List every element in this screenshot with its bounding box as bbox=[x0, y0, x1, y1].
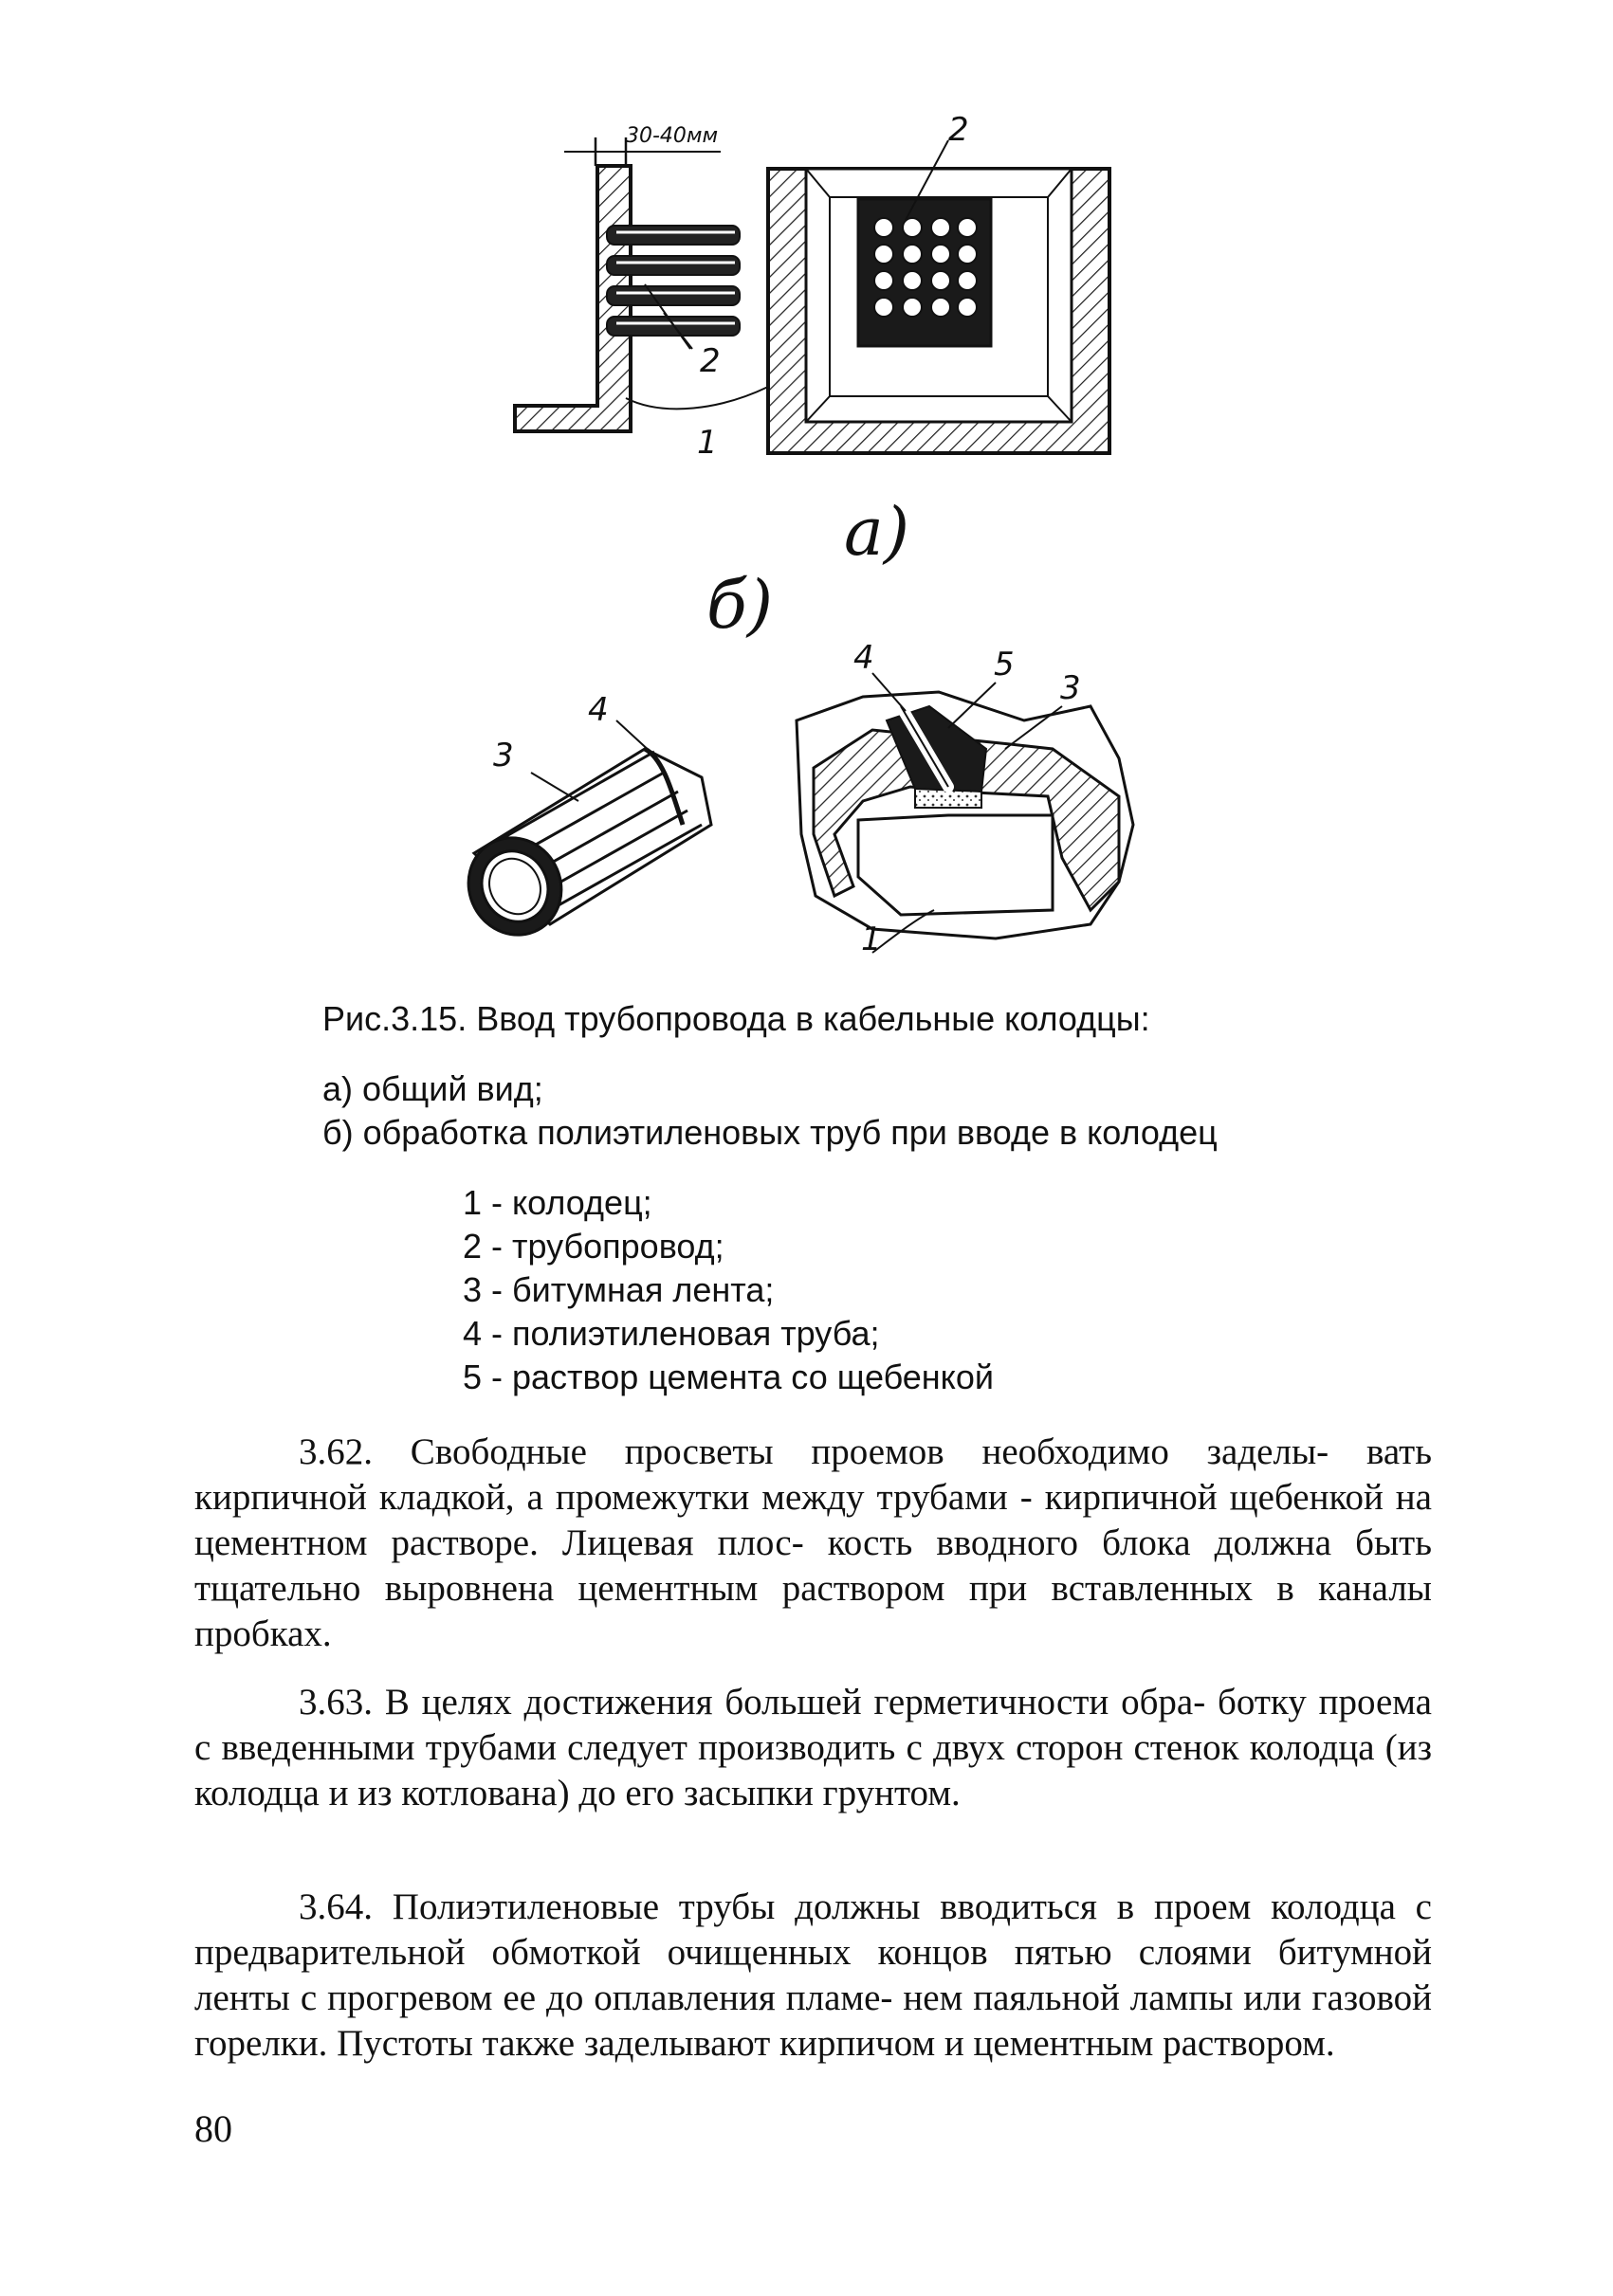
figure-legend bbox=[463, 1181, 994, 1399]
page-number: 80 bbox=[194, 2107, 232, 2150]
figure-3-15 bbox=[0, 0, 1613, 986]
paragraph-3-62: 3.62. Свободные просветы проемов необходимо заделы- вать кирпичной кладкой, а промежутки между трубами - кирпичной щебенкой на цементном растворе. Лицевая плос- кость вводного блока должна быть тщательно выровнена цементным раствором при вставленных в каналы пробках. bbox=[194, 1431, 1432, 1654]
legend-item: 5 - раствор цемента со щебенкой bbox=[463, 1358, 994, 1396]
front-view-a bbox=[768, 111, 1109, 453]
callout-b-pipe-right: 4 bbox=[853, 639, 874, 677]
callout-a-pipes: 2 bbox=[700, 342, 721, 380]
callout-b-tape-right: 3 bbox=[1060, 669, 1081, 707]
dimension-label: 30-40мм bbox=[626, 124, 719, 148]
section-view-a bbox=[515, 124, 768, 462]
paragraph-3-63: 3.63. В целях достижения большей герметичности обра- ботку проема с введенными трубами следует производить с двух сторон стенок колодца (из колодца и из котлована) до его засыпки грунтом. bbox=[194, 1682, 1432, 1813]
callout-a-grid: 2 bbox=[948, 111, 969, 149]
sublabel-a: а) bbox=[844, 493, 910, 571]
figure-caption-subs bbox=[322, 1067, 1218, 1155]
legend-item: 3 - битумная лента; bbox=[463, 1270, 775, 1309]
figure-caption-title: Рис.3.15. Ввод трубопровода в кабельные колодцы: bbox=[322, 999, 1150, 1038]
caption-sub-a: а) общий вид; bbox=[322, 1069, 543, 1108]
legend-item: 2 - трубопровод; bbox=[463, 1227, 724, 1266]
pipe-view-b bbox=[451, 691, 711, 951]
callout-b-pipe-left: 4 bbox=[588, 691, 609, 729]
callout-b-tape-left: 3 bbox=[493, 737, 514, 774]
sublabel-b: б) bbox=[706, 566, 774, 644]
callout-b-cement: 5 bbox=[994, 646, 1015, 683]
paragraph-3-64: 3.64. Полиэтиленовые трубы должны вводиться в проем колодца с предварительной обмоткой очищенных концов пятью слоями битумной ленты с прогревом ее до оплавления пламе- нем паяльной лампы или газовой горелки. Пустоты также заделывают кирпичом и цементным раствором. bbox=[194, 1886, 1432, 2064]
well-view-b bbox=[797, 639, 1133, 958]
legend-item: 1 - колодец; bbox=[463, 1183, 652, 1222]
callout-b-well: 1 bbox=[861, 920, 882, 958]
legend-item: 4 - полиэтиленовая труба; bbox=[463, 1314, 880, 1353]
callout-a-well: 1 bbox=[697, 424, 718, 462]
caption-sub-b: б) обработка полиэтиленовых труб при вводе в колодец bbox=[322, 1113, 1218, 1152]
